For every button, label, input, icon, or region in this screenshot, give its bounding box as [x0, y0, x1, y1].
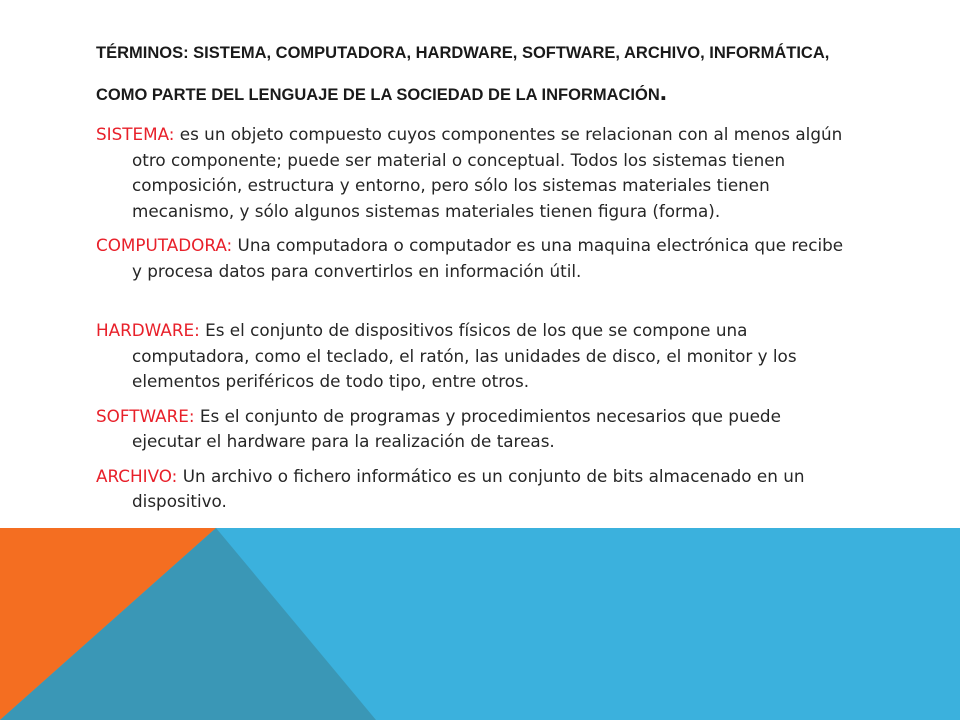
definition-text: es un objeto compuesto cuyos componentes se relacionan con al menos algún otro componente; puede ser material o conceptual. Todos los sistemas tienen composición, estructura y entorno, pero sólo los sistemas materiales tienen mecanismo, y sólo algunos sistemas materiales tienen figura (forma). — [132, 124, 843, 221]
slide-title — [96, 30, 896, 118]
term-label: COMPUTADORA: — [96, 235, 233, 255]
definition-paragraph — [96, 318, 846, 395]
definition-text: Es el conjunto de dispositivos físicos de los que se compone una computadora, como el teclado, el ratón, las unidades de disco, el monitor y los elementos periféricos de todo tipo, entre otros. — [132, 320, 797, 391]
title-line-2-text: COMO PARTE DEL LENGUAJE DE LA SOCIEDAD DE LA INFORMACIÓN — [96, 86, 660, 104]
definition-text: Un archivo o fichero informático es un conjunto de bits almacenado en un dispositivo. — [132, 465, 805, 511]
definition-paragraph — [96, 122, 846, 224]
title-end-mark: . — [659, 76, 668, 106]
definition-text: Una computadora o computador es una maquina electrónica que recibe y procesa datos para convertirlos en información útil. — [132, 235, 844, 281]
term-label: SISTEMA: — [96, 124, 175, 144]
slide-body — [96, 122, 846, 524]
definition-paragraph — [96, 464, 846, 515]
term-label: HARDWARE: — [96, 320, 200, 340]
definition-text: Es el conjunto de programas y procedimientos necesarios que puede ejecutar el hardware para la realización de tareas. — [132, 405, 781, 451]
title-line-2 — [96, 72, 896, 118]
title-line-1: TÉRMINOS: SISTEMA, COMPUTADORA, HARDWARE, SOFTWARE, ARCHIVO, INFORMÁTICA, — [96, 44, 830, 62]
definition-paragraph — [96, 404, 846, 455]
decorative-footer-shapes — [0, 528, 960, 720]
term-label: SOFTWARE: — [96, 405, 195, 426]
term-label: ARCHIVO: — [96, 465, 178, 486]
definition-paragraph — [96, 233, 846, 284]
